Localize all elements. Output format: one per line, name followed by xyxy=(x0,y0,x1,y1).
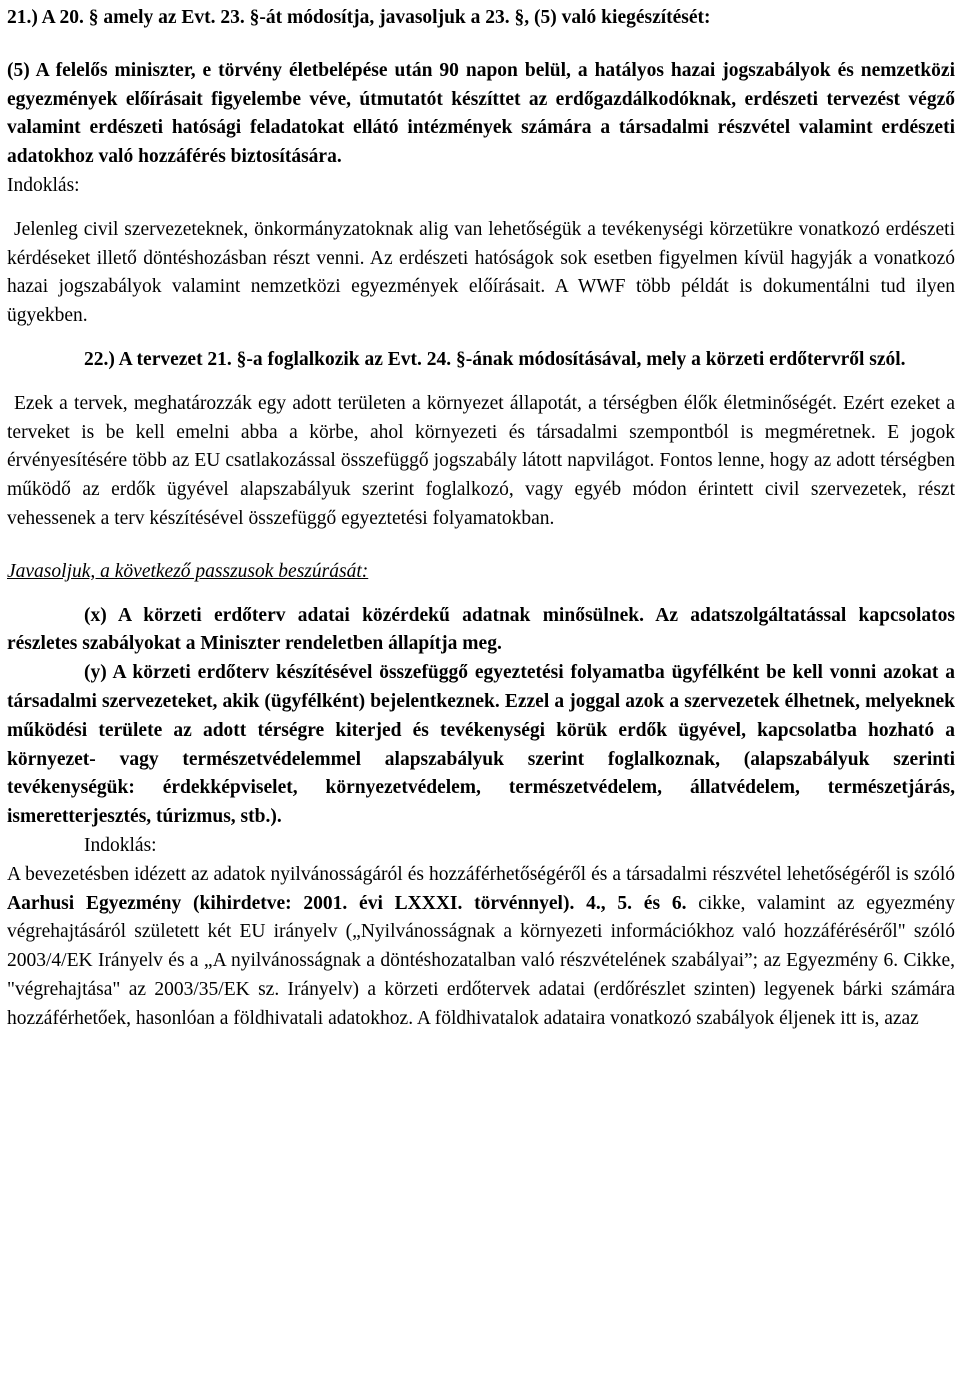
document-page xyxy=(7,4,955,1034)
district-plan-paragraph: Ezek a tervek, meghatározzák egy adott területen a környezet állapotát, a térségben élők életminőségét. Ezért ezeket a terveket is be kell emelni abba a körbe, ahol környezeti és társadalmi szempontból is megméretnek. E jogok érvényesítésére több az EU csatlakozással összefüggő jogszabály látott napvilágot. Fontos lenne, hogy az adott térségben működő az erdők ügyével alapszabályuk szerint foglalkozó, vagy egyéb módon érintett civil szervezetek, részt vehessenek a terv készítésével összefüggő egyeztetési folyamatokban. xyxy=(7,392,955,529)
indoklas-heading-2: Indoklás: xyxy=(84,834,157,856)
section-22-heading: 22.) A tervezet 21. §-a foglalkozik az Evt. 24. §-ának módosításával, mely a körzeti erdőtervről szól. xyxy=(84,348,906,370)
proposed-passage-y: (y) A körzeti erdőterv készítésével összefüggő egyeztetési folyamatba ügyfélként be kell vonni azokat a társadalmi szervezeteket, akik (ügyfélként) bejelentkeznek. Ezzel a joggal azok a szervezetek élhetnek, melyeknek működési területe az adott térségre kiterjed és tevékenységi körük erdők ügyével, kapcsolatba hozható a környezet- vagy természetvédelemmel alapszabályuk szerint foglalkoznak, (alapszabályuk szerinti tevékenységük: érdekképviselet, környezetvédelem, természetvédelem, állatvédelem, természetjárás, ismeretterjesztés, túrizmus, stb.). xyxy=(7,662,955,828)
proposed-paragraph-5: (5) A felelős miniszter, e törvény életbelépése után 90 napon belül, a hatályos hazai jogszabályok és nemzetközi egyezmények előírásait figyelembe véve, útmutatót készíttet az erdőgazdálkodóknak, erdészeti tervezést végző valamint erdészeti hatósági feladatokat ellátó intézmények számára a társadalmi részvétel valamint erdészeti adatokhoz való hozzáférés biztosítására. xyxy=(7,59,955,168)
justification-text-end: cikke, valamint az egyezmény végrehajtásáról született két EU irányelv („Nyilvánosságnak a környezeti információkhoz való hozzáféréséről" szóló 2003/4/EK Irányelv és a „A nyilvánosságnak a döntéshozatalban való részvételének szabályai”; az Egyezmény 6. Cikke, "végrehajtása" az 2003/35/EK sz. Irányelv) a körzeti erdőtervek adatai (erdőrészlet szinten) legyenek bárki számára hozzáférhetőek, hasonlóan a földhivatali adatokhoz. A földhivatalok adataira vonatkozó szabályok éljenek itt is, azaz xyxy=(7,892,956,1029)
section-21-heading: 21.) A 20. § amely az Evt. 23. §-át módosítja, javasoljuk a 23. §, (5) való kiegészítését: xyxy=(7,7,711,28)
proposal-heading: Javasoljuk, a következő passzusok beszúrását: xyxy=(7,560,369,582)
indoklas-heading-1: Indoklás: xyxy=(7,174,80,196)
aarhus-convention-reference: Aarhusi Egyezmény (kihirdetve: 2001. évi LXXXI. törvénnyel). 4., 5. és 6. xyxy=(7,892,687,914)
justification-paragraph-2 xyxy=(7,861,955,1034)
justification-text-start: A bevezetésben idézett az adatok nyilvánosságáról és hozzáférhetőségéről és a társadalmi részvétel lehetőségéről is szóló xyxy=(7,863,955,885)
justification-paragraph-1: Jelenleg civil szervezeteknek, önkormányzatoknak alig van lehetőségük a tevékenységi körzetükre vonatkozó erdészeti kérdéseket illető döntéshozásban részt venni. Az erdészeti hatóságok sok esetben figyelmen kívül hagyják a vonatkozó hazai jogszabályok valamint nemzetközi egyezmények előírásait. A WWF több példát is dokumentálni tud ilyen ügyekben. xyxy=(7,218,955,327)
proposed-passage-x: (x) A körzeti erdőterv adatai közérdekű adatnak minősülnek. Az adatszolgáltatással kapcsolatos részletes szabályokat a Miniszter rendeletben állapítja meg. xyxy=(7,604,955,655)
